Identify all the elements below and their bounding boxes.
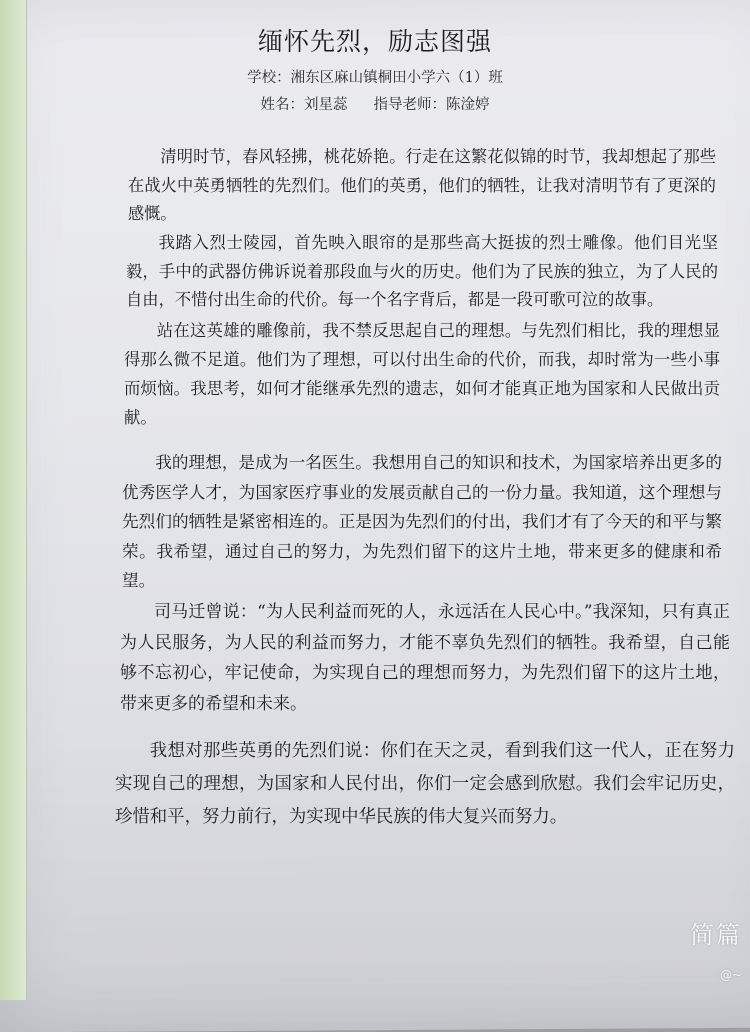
paragraph: 我的理想，是成为一名医生。我想用自己的知识和技术，为国家培养出更多的优秀医学人才，为国家医疗事业的发展贡献自己的一份力量。我知道，这个理想与先烈们的牺牲是紧密相连的。正是因为先烈们的付出，我们才有了今天的和平与繁荣。我希望，通过自己的努力，为先烈们留下的这片土地，带来更多的健康和希望。 [122,453,722,590]
paragraph: 我踏入烈士陵园，首先映入眼帘的是那些高大挺拔的烈士雕像。他们目光坚毅，手中的武器仿佛诉说着那段血与火的历史。他们为了民族的独立，为了人民的自由，不惜付出生命的代价。每一个名字背后，都是一段可歌可泣的故事。 [126,233,718,309]
app-watermark [690,915,742,982]
author-line [0,93,750,114]
paragraph: 司马迁曾说：“为人民利益而死的人，永远活在人民心中。”我深知，只有真正为人民服务，为人民的利益而努力，才能不辜负先烈们的牺牲。我希望，自己能够不忘初心，牢记使命，为实现自己的理想而努力，为先烈们留下的这片土地，带来更多的希望和未来。 [120,602,730,714]
paragraph: 站在这英雄的雕像前，我不禁反思起自己的理想。与先烈们相比，我的理想显得那么微不足道。他们为了理想，可以付出生命的代价，而我，却时常为一些小事而烦恼。我思考，如何才能继承先烈的遗志，如何才能真正地为国家和人民做出贡献。 [124,321,720,427]
watermark-brand: 简篇 [690,921,742,949]
school-line: 学校：湘东区麻山镇桐田小学六（1）班 [247,70,503,86]
paragraph: 清明时节，春风轻拂，桃花娇艳。行走在这繁花似锦的时节，我却想起了那些在战火中英勇牺牲的先烈们。他们的英勇，他们的牺牲，让我对清明节有了更深的感慨。 [128,147,716,223]
teacher-name: 指导老师：陈淦婷 [373,97,490,113]
watermark-handle: @~ [719,968,742,982]
student-name: 姓名：刘星蕊 [260,97,348,113]
paragraph: 我想对那些英勇的先烈们说：你们在天之灵，看到我们这一代人，正在努力实现自己的理想，为国家和人民付出，你们一定会感到欣慰。我们会牢记历史，珍惜和平，努力前行，为实现中华民族的伟大复兴而努力。 [115,741,735,827]
essay-title: 缅怀先烈，励志图强 [257,27,492,56]
